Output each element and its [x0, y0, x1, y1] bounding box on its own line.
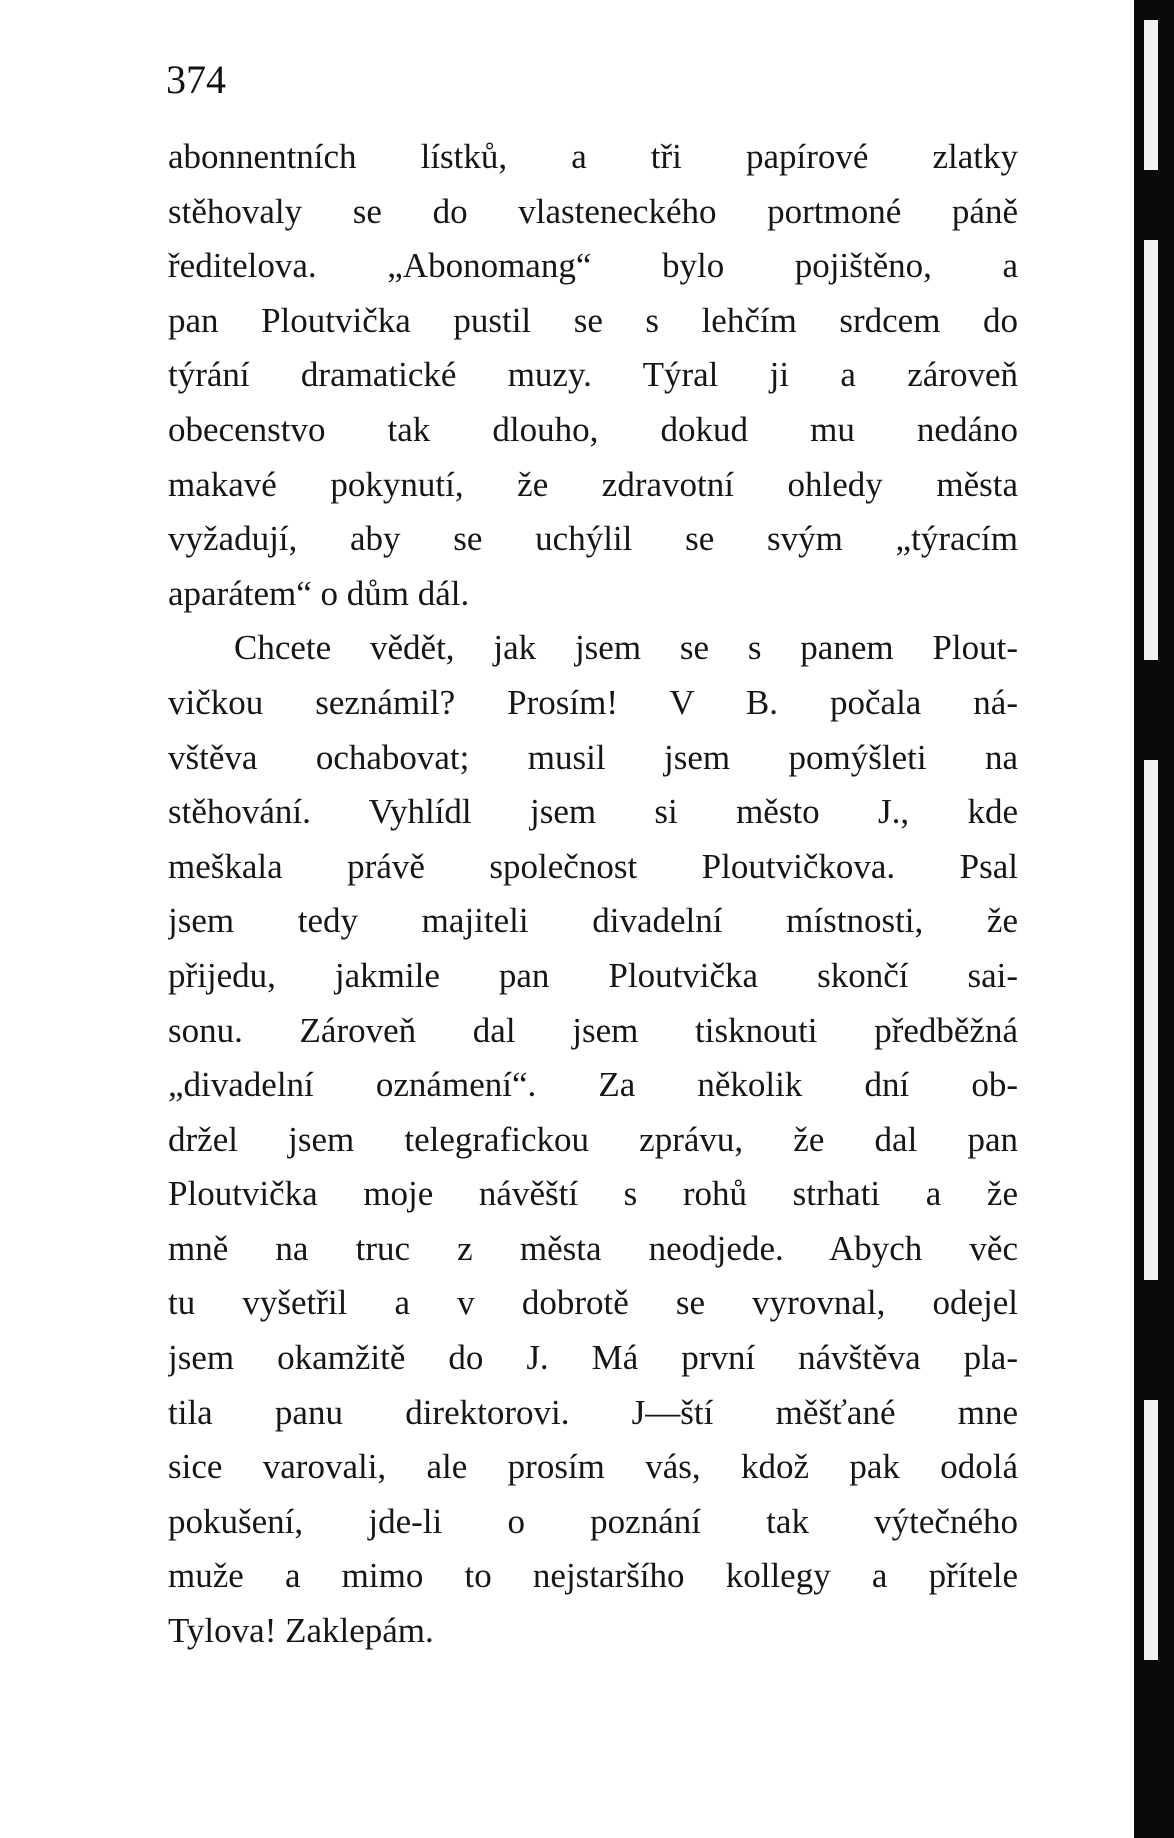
scan-edge-paper [1144, 760, 1158, 1280]
text-line-13: stěhování. Vyhlídl jsem si město J., kde [168, 792, 1018, 832]
text-line-1: abonnentních lístků, a tři papírové zlatky [168, 137, 1018, 176]
page-number: 374 [166, 57, 226, 102]
text-line-17: sonu. Zároveň dal jsem tisknouti předběžná [168, 1010, 1018, 1050]
scan-edge-paper [1144, 20, 1158, 170]
text-line-27: muže a mimo to nejstaršího kollegy a přítele [168, 1556, 1018, 1596]
text-line-3: ředitelova. „Abonomang“ bylo pojištěno, a [168, 246, 1018, 286]
scan-edge-paper [1144, 240, 1158, 660]
text-line-21: mně na truc z města neodjede. Abych věc [168, 1228, 1018, 1268]
text-line-26: pokušení, jde-li o poznání tak výtečného [168, 1501, 1018, 1541]
text-line-15: jsem tedy majiteli divadelní místnosti, že [168, 901, 1018, 941]
scan-edge-strip [1134, 0, 1174, 1838]
text-line-8: vyžadují, aby se uchýlil se svým „týracím [168, 519, 1018, 559]
text-line-2: stěhovaly se do vlasteneckého portmoné páně [168, 191, 1018, 231]
text-line-22: tu vyšetřil a v dobrotě se vyrovnal, odejel [168, 1283, 1018, 1323]
text-line-24: tila panu direktorovi. J—ští měšťané mne [168, 1392, 1018, 1432]
scan-edge-paper [1144, 1400, 1158, 1660]
text-line-4: pan Ploutvička pustil se s lehčím srdcem do [168, 300, 1018, 340]
text-line-12: vštěva ochabovat; musil jsem pomýšleti na [168, 737, 1018, 777]
text-line-10: Chcete vědět, jak jsem se s panem Plout- [234, 628, 1018, 668]
text-line-9: aparátem“ o dům dál. [168, 573, 470, 613]
text-line-5: týrání dramatické muzy. Týral ji a zároveň [168, 355, 1018, 395]
text-line-19: držel jsem telegrafickou zprávu, že dal pan [168, 1119, 1018, 1159]
text-line-14: meškala právě společnost Ploutvičkova. Psal [168, 846, 1018, 886]
text-line-7: makavé pokynutí, že zdravotní ohledy města [168, 464, 1018, 504]
text-line-20: Ploutvička moje návěští s rohů strhati a že [168, 1174, 1018, 1214]
text-line-6: obecenstvo tak dlouho, dokud mu nedáno [168, 409, 1018, 449]
text-line-23: jsem okamžitě do J. Má první návštěva pla- [168, 1338, 1018, 1378]
text-line-18: „divadelní oznámení“. Za několik dní ob- [168, 1065, 1018, 1105]
body-text [168, 130, 1018, 1659]
text-line-28: Tylova! Zaklepám. [168, 1611, 434, 1651]
text-line-16: přijedu, jakmile pan Ploutvička skončí sai- [168, 955, 1018, 995]
text-line-25: sice varovali, ale prosím vás, kdož pak odolá [168, 1447, 1018, 1487]
text-line-11: vičkou seznámil? Prosím! V B. počala ná- [168, 682, 1018, 722]
